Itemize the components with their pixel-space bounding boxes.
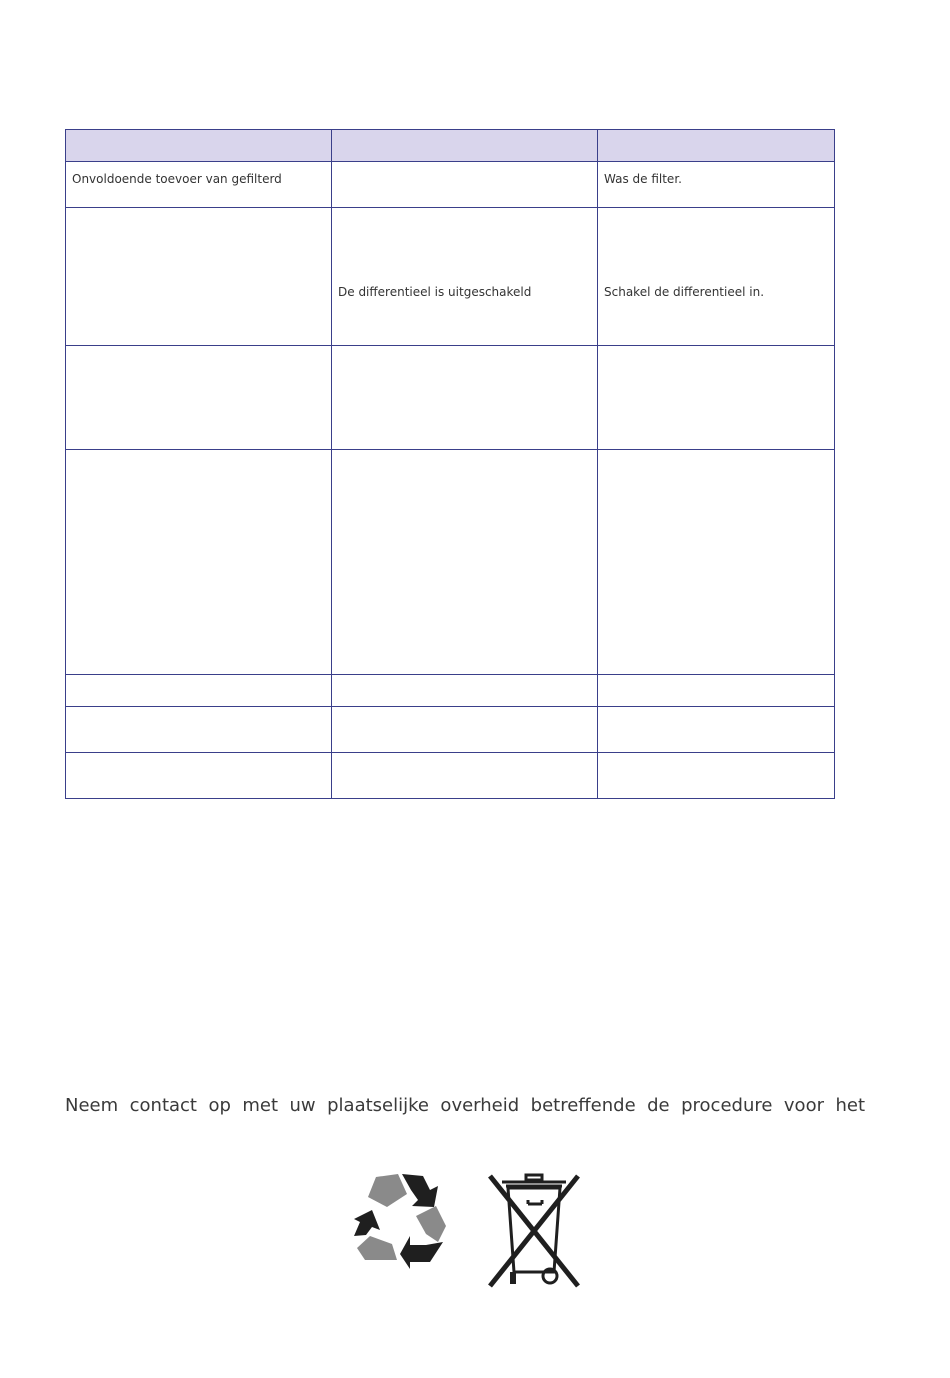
table-cell	[332, 707, 598, 753]
table-cell	[332, 346, 598, 450]
crossed-out-bin-icon	[486, 1172, 586, 1290]
header-cell	[598, 130, 835, 162]
table-cell	[598, 707, 835, 753]
table-cell: De differentieel is uitgeschakeld	[332, 208, 598, 346]
table-row	[66, 162, 835, 208]
table-cell	[332, 675, 598, 707]
table-cell	[66, 707, 332, 753]
table-row	[66, 707, 835, 753]
table-cell	[598, 753, 835, 799]
header-cell	[332, 130, 598, 162]
table-cell: Onvoldoende toevoer van gefilterd	[66, 162, 332, 208]
table-cell	[332, 753, 598, 799]
table-row	[66, 675, 835, 707]
table-cell	[66, 346, 332, 450]
table-cell: Was de filter.	[598, 162, 835, 208]
table-cell	[66, 753, 332, 799]
table-row	[66, 753, 835, 799]
table-row	[66, 450, 835, 675]
table-row	[66, 208, 835, 346]
table-cell: Schakel de differentieel in.	[598, 208, 835, 346]
table-header-row	[66, 130, 835, 162]
table-cell	[332, 450, 598, 675]
recycle-icon	[350, 1172, 450, 1272]
table-cell	[66, 450, 332, 675]
table-cell	[332, 162, 598, 208]
table-cell	[66, 675, 332, 707]
table-row	[66, 346, 835, 450]
disposal-paragraph: Neem contact op met uw plaatselijke overheid betreffende de procedure voor het	[65, 1095, 865, 1116]
table-cell	[66, 208, 332, 346]
header-cell	[66, 130, 332, 162]
troubleshooting-table	[65, 129, 835, 799]
table-cell	[598, 675, 835, 707]
table-cell	[598, 346, 835, 450]
table-cell	[598, 450, 835, 675]
